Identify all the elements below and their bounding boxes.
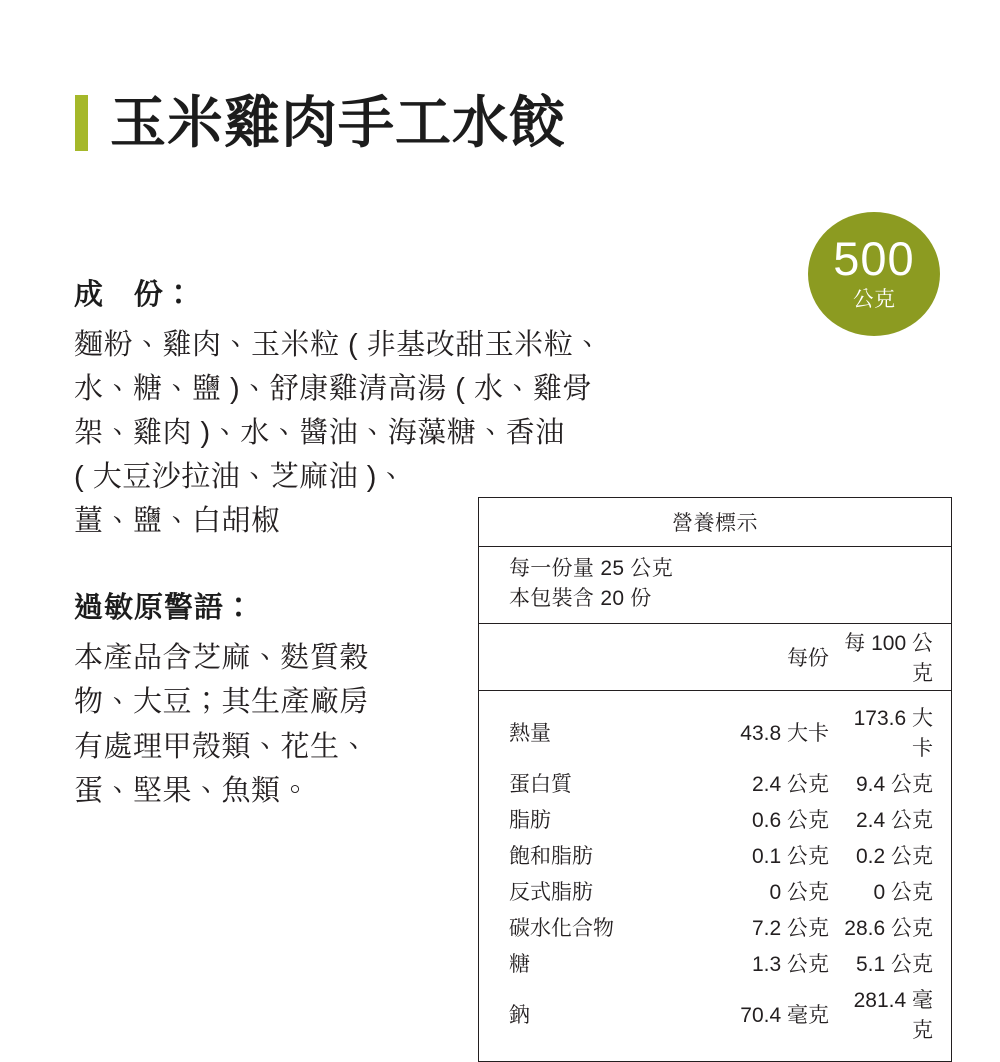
nutrient-per-serving: 0.6 公克 [751,808,829,832]
allergen-block [74,585,454,812]
nutrition-title: 營養標示 [672,512,758,535]
nutrient-name: 熱量 [509,721,551,745]
table-row [479,945,951,981]
nutrition-col-header-per-100g: 每 100 公克 [844,631,933,685]
product-title: 玉米雞肉手工水餃 [110,91,566,154]
nutrition-values-table [479,699,951,1047]
nutrient-name: 糖 [509,952,530,976]
weight-badge [808,212,940,336]
nutrient-per-100g: 2.4 公克 [855,808,933,832]
nutrient-per-100g: 0.2 公克 [855,844,933,868]
table-row [479,873,951,909]
nutrient-per-100g: 5.1 公克 [855,952,933,976]
nutrient-name: 脂肪 [509,808,551,832]
nutrient-per-serving: 0.1 公克 [751,844,829,868]
ingredients-line: 水、糖、鹽 )、舒康雞清高湯 ( 水、雞骨 [74,373,592,406]
ingredients-line: 麵粉、雞肉、玉米粒 ( 非基改甜玉米粒、 [74,329,603,361]
weight-badge-unit: 公克 [853,287,895,311]
allergen-text [74,636,454,812]
nutrient-name: 飽和脂肪 [509,844,593,868]
ingredients-heading: 成 份： [74,279,195,311]
table-row [479,699,951,765]
table-row [479,801,951,837]
nutrition-facts-panel [478,497,952,1062]
servings-per-pack: 本包裝含 20 份 [509,587,652,611]
allergen-line: 物、大豆；其生產廠房 [74,686,370,719]
allergen-line: 有處理甲殼類、花生、 [74,730,370,763]
table-row [479,981,951,1047]
serving-size: 每一份量 25 公克 [509,557,674,580]
allergen-line: 蛋、堅果、魚類。 [74,774,311,807]
table-row [479,837,951,873]
weight-badge-amount: 500 [833,231,915,285]
nutrient-per-serving: 1.3 公克 [751,952,829,976]
allergen-line: 本產品含芝麻、麩質穀 [74,642,370,675]
table-row [479,909,951,945]
ingredients-line: 架、雞肉 )、水、醬油、海藻糖、香油 [74,417,565,450]
table-row [479,765,951,801]
title-accent-bar [75,95,88,151]
nutrient-per-serving: 7.2 公克 [751,916,829,940]
allergen-heading: 過敏原警語： [74,592,255,625]
nutrient-per-100g: 9.4 公克 [855,772,933,796]
nutrition-header-row [479,624,951,690]
nutrition-serving-info [479,547,951,623]
nutrient-per-serving: 0 公克 [769,880,829,904]
nutrient-per-100g: 173.6 大卡 [853,706,933,760]
nutrition-col-header-name [479,624,709,690]
nutrient-name: 反式脂肪 [509,880,593,904]
nutrition-table [479,624,951,690]
nutrition-col-header-per-serving: 每份 [787,646,829,670]
nutrient-per-100g: 281.4 毫克 [853,988,933,1042]
ingredients-line: 薑、鹽、白胡椒 [74,505,281,538]
nutrient-per-100g: 0 公克 [873,880,933,904]
nutrient-per-serving: 2.4 公克 [751,772,829,796]
nutrient-per-100g: 28.6 公克 [844,916,933,940]
nutrient-name: 碳水化合物 [509,916,614,940]
nutrient-per-serving: 43.8 大卡 [740,721,829,745]
page-title [75,91,566,154]
nutrient-name: 鈉 [509,1003,530,1027]
ingredients-line: ( 大豆沙拉油、芝麻油 )、 [74,461,407,494]
nutrient-name: 蛋白質 [509,772,572,796]
nutrient-per-serving: 70.4 毫克 [740,1003,829,1027]
